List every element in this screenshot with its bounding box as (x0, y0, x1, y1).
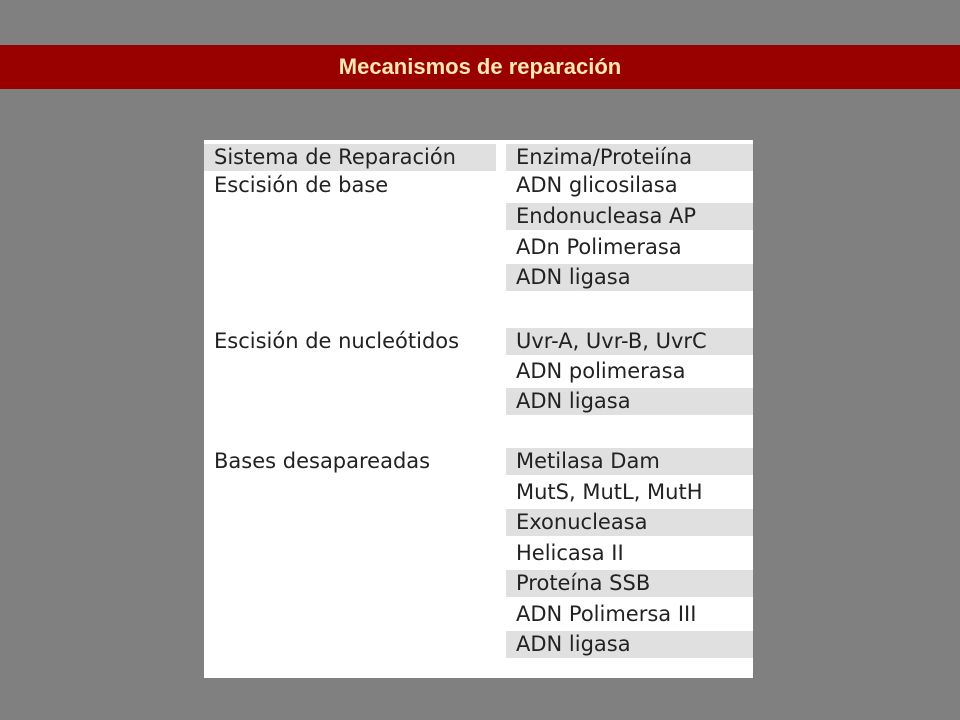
enzyme-cell: ADN ligasa (506, 631, 753, 658)
table-row (204, 540, 753, 567)
system-cell: Bases desapareadas (214, 449, 431, 473)
table-header-row (204, 144, 753, 171)
repair-table (204, 140, 753, 678)
table-row (204, 234, 753, 261)
table-row (204, 509, 753, 536)
enzyme-cell: Endonucleasa AP (506, 203, 753, 230)
enzyme-cell: ADN ligasa (506, 264, 753, 291)
table-row (204, 203, 753, 230)
table-row (204, 388, 753, 415)
header-enzyme: Enzima/Proteiína (506, 144, 753, 171)
title-bar (0, 45, 960, 89)
table-row (204, 358, 753, 385)
enzyme-cell: ADN Polimersa III (516, 602, 697, 626)
enzyme-cell: Exonucleasa (506, 509, 753, 536)
enzyme-cell: ADN glicosilasa (516, 173, 678, 197)
enzyme-cell: ADn Polimerasa (516, 235, 682, 259)
enzyme-cell: Proteína SSB (506, 570, 753, 597)
enzyme-cell: ADN ligasa (506, 388, 753, 415)
table-row (204, 448, 753, 475)
table-row (204, 328, 753, 355)
enzyme-cell: ADN polimerasa (516, 359, 686, 383)
table-row (204, 570, 753, 597)
enzyme-cell: Metilasa Dam (506, 448, 753, 475)
slide-title: Mecanismos de reparación (338, 54, 622, 79)
table-row (204, 631, 753, 658)
enzyme-cell: Uvr-A, Uvr-B, UvrC (506, 328, 753, 355)
system-cell: Escisión de nucleótidos (214, 329, 460, 353)
table-row (204, 479, 753, 506)
table-row (204, 172, 753, 199)
enzyme-cell: Helicasa II (516, 541, 624, 565)
header-system: Sistema de Reparación (204, 144, 496, 171)
table-row (204, 264, 753, 291)
enzyme-cell: MutS, MutL, MutH (516, 480, 703, 504)
table-row (204, 601, 753, 628)
system-cell: Escisión de base (214, 173, 389, 197)
